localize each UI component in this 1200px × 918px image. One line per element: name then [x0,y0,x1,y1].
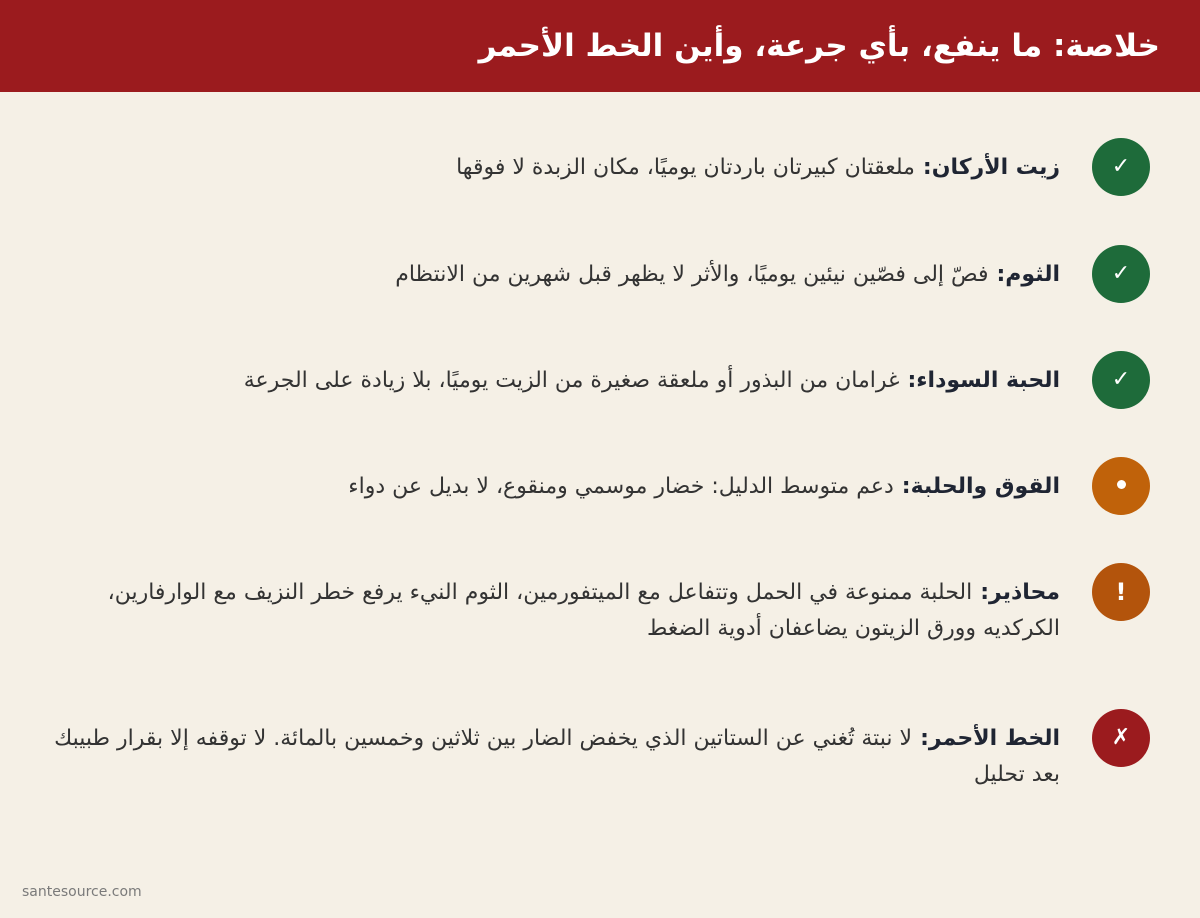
item-description: ملعقتان كبيرتان باردتان يوميًا، مكان الزبدة لا فوقها [456,155,915,180]
item-text [50,721,1060,793]
item-text [50,575,1060,647]
item-description: دعم متوسط الدليل: خضار موسمي ومنقوع، لا بديل عن دواء [348,474,894,499]
list-item-red-line [50,709,1150,787]
item-label: زيت الأركان: [922,155,1060,180]
cross-icon: ✗ [1092,709,1150,767]
list-item-fenugreek [50,457,1150,515]
item-label: الخط الأحمر: [920,726,1060,751]
check-icon: ✓ [1092,245,1150,303]
item-text [50,469,1060,505]
item-text [50,363,1060,399]
list-item-argan-oil [50,138,1150,196]
list-item-garlic [50,245,1150,303]
item-text [50,150,1060,186]
dot-icon [1092,457,1150,515]
header-bar [0,0,1200,92]
list-item-black-seed [50,351,1150,409]
item-description: غرامان من البذور أو ملعقة صغيرة من الزيت يوميًا، بلا زيادة على الجرعة [243,368,900,393]
page-title: خلاصة: ما ينفع، بأي جرعة، وأين الخط الأحمر [478,28,1160,64]
item-label: محاذير: [980,580,1060,605]
check-icon: ✓ [1092,351,1150,409]
exclamation-icon: ! [1092,563,1150,621]
item-description: الحلبة ممنوعة في الحمل وتتفاعل مع الميتفورمين، الثوم النيء يرفع خطر النزيف مع الوارفارين، الكركديه وورق الزيتون يضاعفان أدوية الضغط [107,580,1060,641]
item-text [50,257,1060,293]
item-description: فصّ إلى فصّين نيئين يوميًا، والأثر لا يظهر قبل شهرين من الانتظام [395,262,989,287]
item-description: لا نبتة تُغني عن الستاتين الذي يخفض الضار بين ثلاثين وخمسين بالمائة. لا توقفه إلا بقرار طبيبك بعد تحليل [54,726,1060,787]
source-credit: santesource.com [22,884,142,900]
item-label: الحبة السوداء: [907,368,1060,393]
item-label: الثوم: [996,262,1060,287]
item-label: القوق والحلبة: [901,474,1060,499]
check-icon: ✓ [1092,138,1150,196]
list-item-warnings [50,563,1150,641]
